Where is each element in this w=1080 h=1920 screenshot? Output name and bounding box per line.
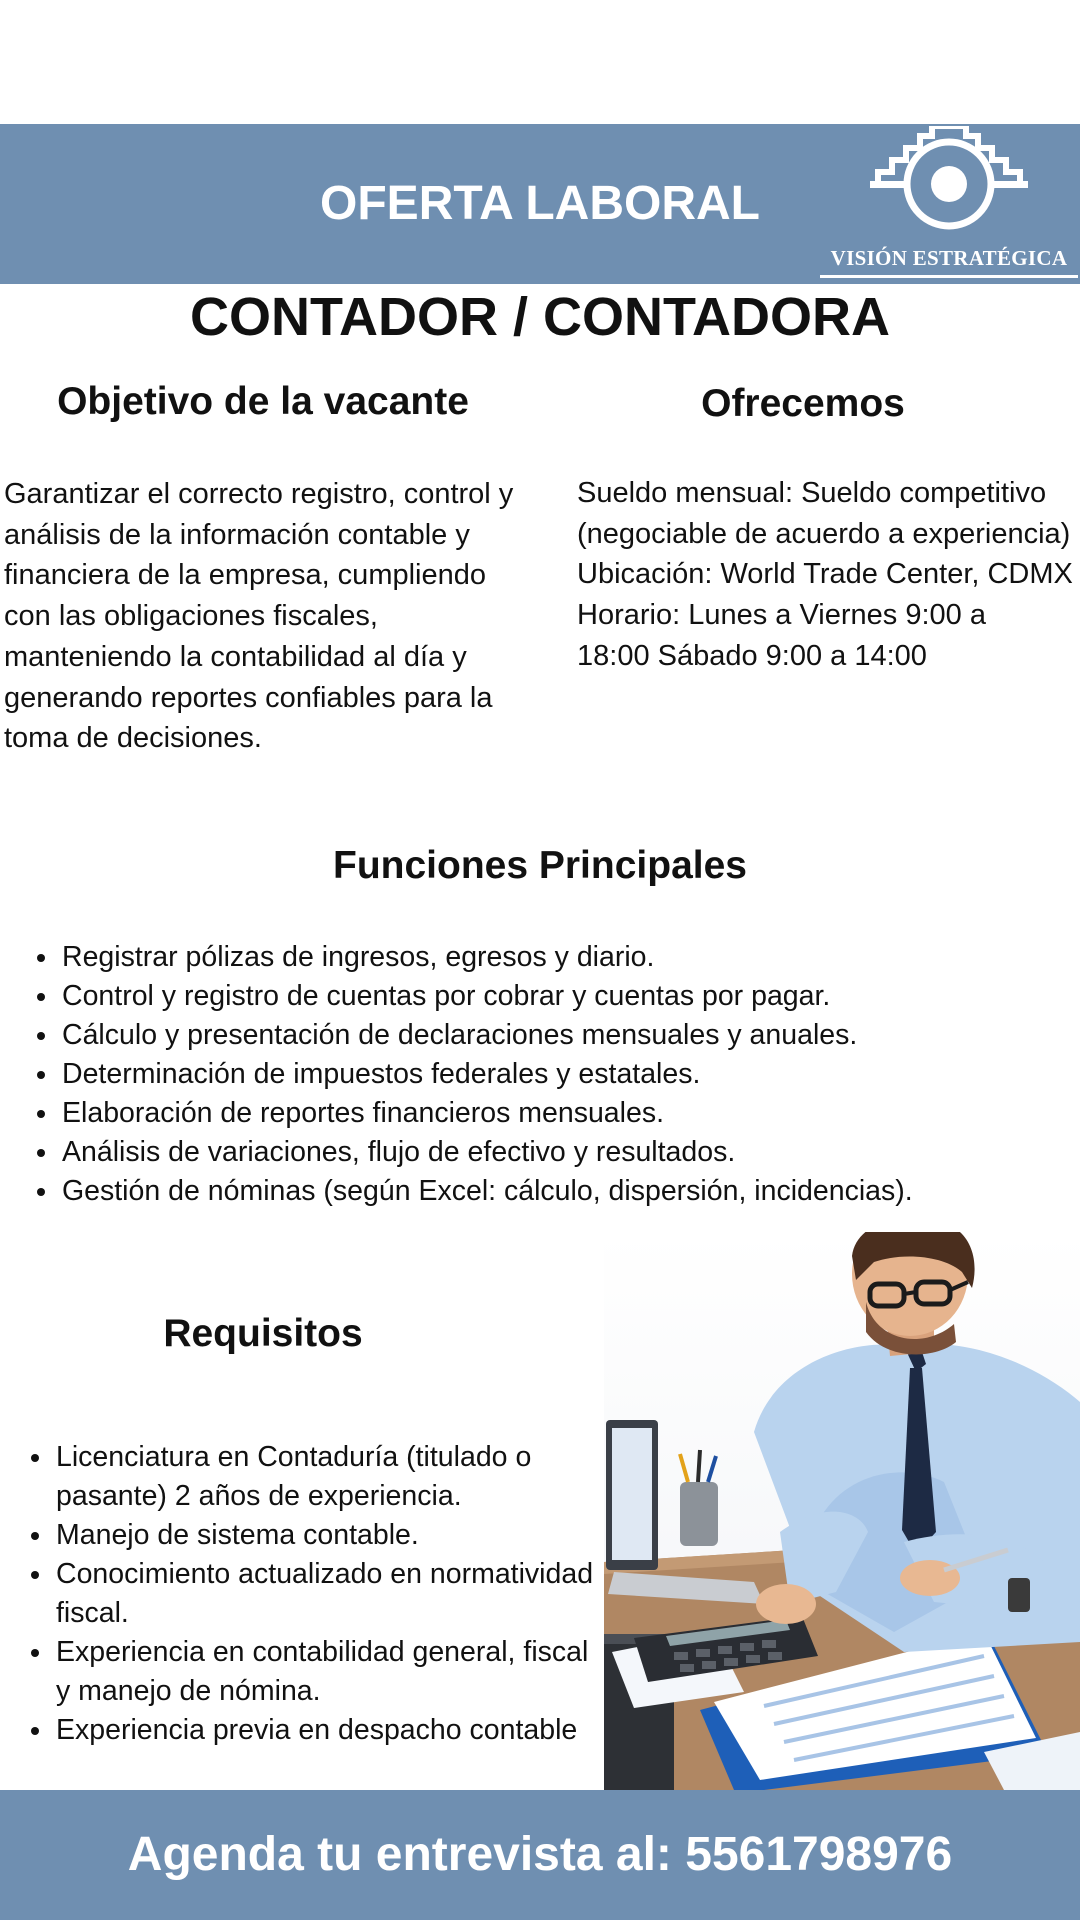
- logo-underline: [820, 275, 1078, 278]
- list-item: • Elaboración de reportes financieros mensuales.: [60, 1094, 1080, 1133]
- requirements-heading: Requisitos: [163, 1312, 363, 1355]
- header-title: OFERTA LABORAL: [320, 177, 760, 230]
- list-item: • Experiencia en contabilidad general, fiscal y manejo de nómina.: [54, 1633, 594, 1711]
- objective-heading: Objetivo de la vacante: [57, 380, 469, 423]
- offer-salary: Sueldo mensual: Sueldo competitivo (negociable de acuerdo a experiencia): [577, 477, 1071, 550]
- list-item: • Conocimiento actualizado en normatividad fiscal.: [54, 1555, 594, 1633]
- requirements-list: [4, 1438, 594, 1750]
- logo-emblem-icon: [818, 126, 1080, 246]
- functions-heading: Funciones Principales: [333, 844, 747, 887]
- list-item: • Determinación de impuestos federales y estatales.: [60, 1055, 1080, 1094]
- list-item: • Gestión de nóminas (según Excel: cálculo, dispersión, incidencias).: [60, 1172, 1080, 1211]
- offer-lines: [577, 473, 1080, 677]
- list-item: • Manejo de sistema contable.: [54, 1516, 594, 1555]
- objective-text: Garantizar el correcto registro, control y análisis de la información contable y financiera de la empresa, cumpliendo con las obligaciones fiscales, manteniendo la contabilidad al día y generando reportes confiables para la toma de decisiones.: [4, 478, 514, 755]
- list-item: • Experiencia previa en despacho contable: [54, 1711, 594, 1750]
- offer-location: Ubicación: World Trade Center, CDMX: [577, 558, 1073, 591]
- footer-banner: [0, 1790, 1080, 1920]
- list-item: • Licenciatura en Contaduría (titulado o pasante) 2 años de experiencia.: [54, 1438, 594, 1516]
- job-title: CONTADOR / CONTADORA: [190, 287, 890, 347]
- offer-schedule: Horario: Lunes a Viernes 9:00 a 18:00 Sábado 9:00 a 14:00: [577, 599, 986, 672]
- list-item: • Control y registro de cuentas por cobrar y cuentas por pagar.: [60, 977, 1080, 1016]
- logo-text: VISIÓN ESTRATÉGICA: [830, 246, 1068, 270]
- header-banner: [0, 124, 1080, 284]
- footer-cta: Agenda tu entrevista al: 5561798976: [127, 1828, 953, 1881]
- functions-list: [8, 938, 1080, 1211]
- list-item: • Registrar pólizas de ingresos, egresos y diario.: [60, 938, 1080, 977]
- offer-heading: Ofrecemos: [701, 382, 905, 425]
- list-item: • Cálculo y presentación de declaraciones mensuales y anuales.: [60, 1016, 1080, 1055]
- company-logo: [818, 126, 1080, 284]
- accountant-photo-icon: [604, 1232, 1080, 1790]
- list-item: • Análisis de variaciones, flujo de efectivo y resultados.: [60, 1133, 1080, 1172]
- accountant-photo: [604, 1232, 1080, 1790]
